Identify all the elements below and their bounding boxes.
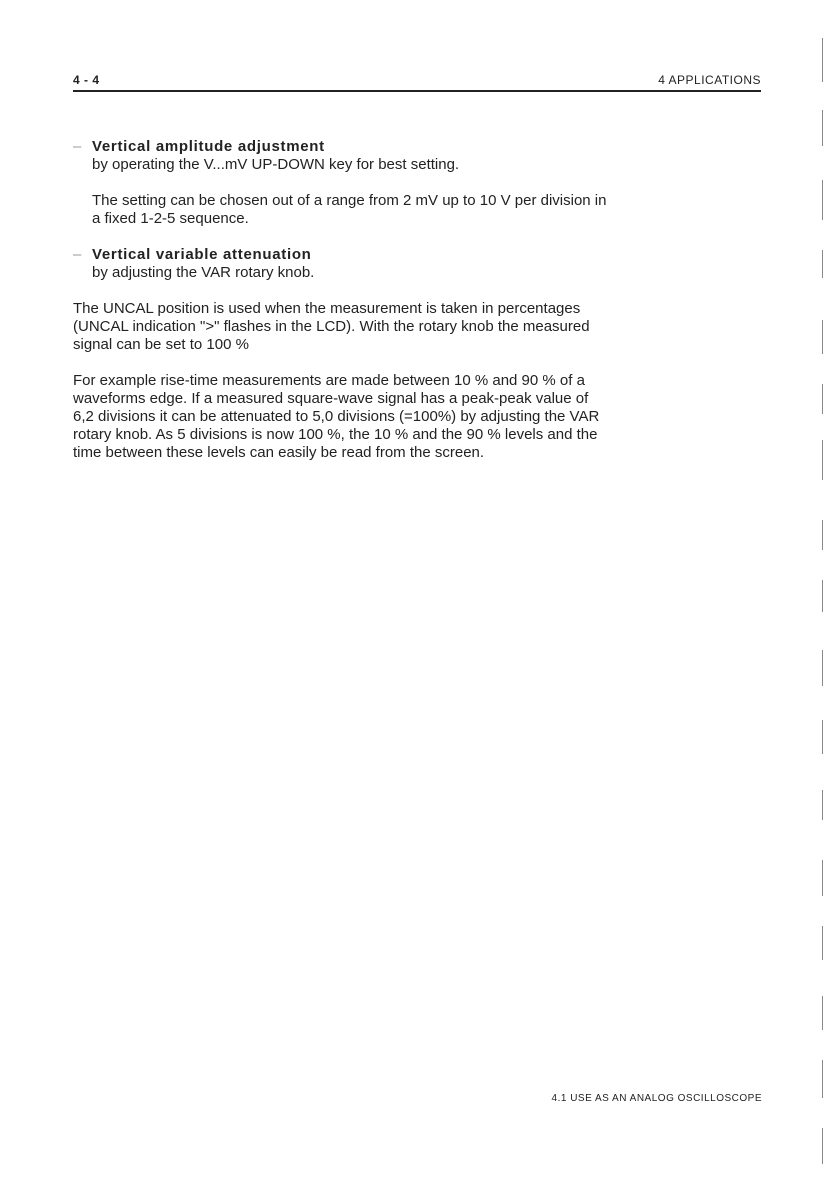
paragraph-line: waveforms edge. If a measured square-wave signal has a peak-peak value of: [73, 390, 589, 407]
scan-edge-mark: [822, 110, 823, 146]
paragraph-line: (UNCAL indication ">" flashes in the LCD). With the rotary knob the measured: [73, 318, 590, 335]
list-item: [73, 246, 763, 282]
item-note-line: a fixed 1-2-5 sequence.: [92, 210, 249, 227]
paragraph-line: rotary knob. As 5 divisions is now 100 %, the 10 % and the 90 % levels and the: [73, 426, 598, 443]
page-content: [73, 138, 763, 462]
scan-edge-mark: [822, 384, 823, 414]
paragraph-line: 6,2 divisions it can be attenuated to 5,0 divisions (=100%) by adjusting the VAR: [73, 408, 600, 425]
scan-edge-mark: [822, 250, 823, 278]
scan-edge-mark: [822, 1060, 823, 1098]
chapter-title: 4 APPLICATIONS: [658, 73, 761, 87]
item-text: by operating the V...mV UP-DOWN key for best setting.: [92, 156, 460, 173]
paragraph-line: For example rise-time measurements are made between 10 % and 90 % of a: [73, 372, 585, 389]
list-item: [73, 138, 763, 228]
paragraph-example: [73, 372, 763, 462]
page-number: 4 - 4: [73, 73, 100, 87]
item-title: Vertical variable attenuation: [92, 246, 312, 263]
scan-edge-mark: [822, 650, 823, 686]
scan-edge-mark: [822, 38, 823, 82]
item-note-line: The setting can be chosen out of a range from 2 mV up to 10 V per division in: [92, 192, 607, 209]
scan-edge-mark: [822, 320, 823, 354]
list-dash: –: [73, 138, 82, 155]
page-header: [73, 72, 761, 92]
item-text: by adjusting the VAR rotary knob.: [92, 264, 315, 281]
scan-edge-mark: [822, 720, 823, 754]
paragraph-line: signal can be set to 100 %: [73, 336, 249, 353]
scan-edge-mark: [822, 440, 823, 480]
scan-edge-mark: [822, 860, 823, 896]
item-title: Vertical amplitude adjustment: [92, 138, 325, 155]
page-footer: 4.1 USE AS AN ANALOG OSCILLOSCOPE: [551, 1093, 762, 1104]
paragraph-line: The UNCAL position is used when the measurement is taken in percentages: [73, 300, 581, 317]
scan-edge-mark: [822, 520, 823, 550]
scan-edge-mark: [822, 1128, 823, 1164]
scan-edge-mark: [822, 996, 823, 1030]
scan-edge-mark: [822, 926, 823, 960]
paragraph-uncal: [73, 300, 763, 354]
paragraph-line: time between these levels can easily be read from the screen.: [73, 444, 485, 461]
scan-edge-mark: [822, 790, 823, 820]
list-dash: –: [73, 246, 82, 263]
scan-edge-mark: [822, 580, 823, 612]
scan-edge-mark: [822, 180, 823, 220]
